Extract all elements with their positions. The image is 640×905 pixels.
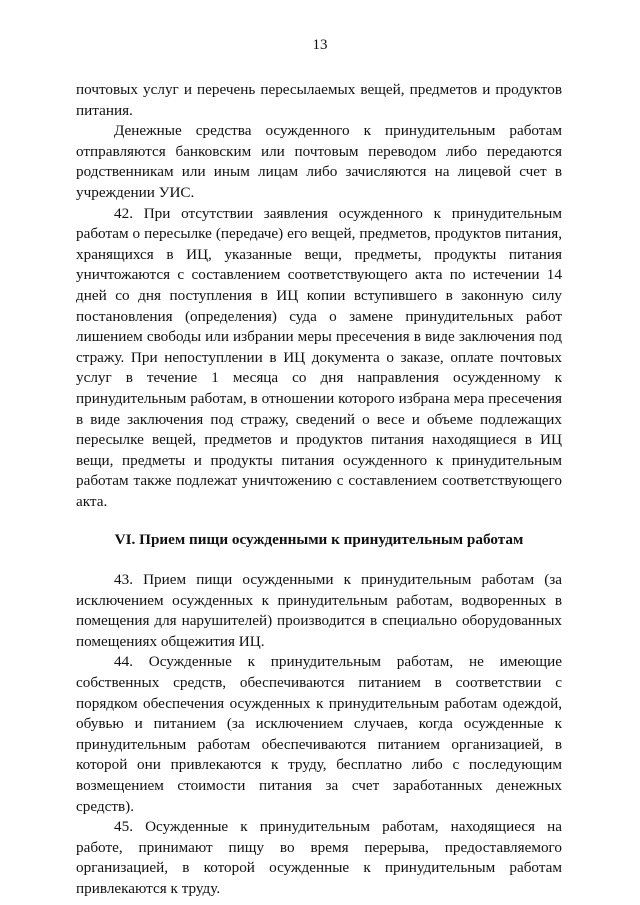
paragraph-43: 43. Прием пищи осужденными к принудительным работам (за исключением осужденных к принудительным работам, водворенных в помещения для нарушителей) производится в специально оборудованных помещениях общежития ИЦ. (76, 571, 562, 650)
paragraph-money-transfer: Денежные средства осужденного к принудительным работам отправляются банковским или почтовым переводом либо передаются родственникам или иным лицам либо зачисляются на лицевой счет в учреждении УИС. (76, 122, 562, 201)
section-heading: VI. Прием пищи осужденными к принудительным работам (114, 531, 524, 549)
page-number: 13 (312, 37, 328, 53)
paragraph-44: 44. Осужденные к принудительным работам, не имеющие собственных средств, обеспечиваются питанием в соответствии с порядком обеспечения осужденных к принудительным работам одеждой, обувью и питанием (за исключением случаев, когда осужденные к принудительным работам обеспечиваются питанием организацией, в которой они привлекаются к труду, бесплатно либо с последующим возмещением стоимости питания за счет заработанных денежных средств). (76, 653, 562, 815)
paragraph-45: 45. Осужденные к принудительным работам, находящиеся на работе, принимают пищу во время перерыва, предоставляемого организацией, в которой осужденные к принудительным работам привлекаются к труду. (76, 818, 562, 897)
document-body (76, 80, 562, 900)
paragraph-42: 42. При отсутствии заявления осужденного к принудительным работам о пересылке (передаче) его вещей, предметов, продуктов питания, хранящихся в ИЦ, указанные вещи, предметы, продукты питания уничтожаются с составлением соответствующего акта по истечении 14 дней со дня поступления в ИЦ копии вступившего в законную силу постановления (определения) суда о замене принудительных работ лишением свободы или избрании меры пресечения в виде заключения под стражу. При непоступлении в ИЦ документа о заказе, оплате почтовых услуг в течение 1 месяца со дня направления осужденному к принудительным работам, в отношении которого избрана мера пресечения в виде заключения под стражу, сведений о весе и объеме подлежащих пересылке вещей, предметов и продуктов питания находящиеся в ИЦ вещи, предметы и продукты питания осужденного к принудительным работам также подлежат уничтожению с составлением соответствующего акта. (76, 204, 562, 510)
paragraph-continuation: почтовых услуг и перечень пересылаемых вещей, предметов и продуктов питания. (76, 81, 562, 119)
